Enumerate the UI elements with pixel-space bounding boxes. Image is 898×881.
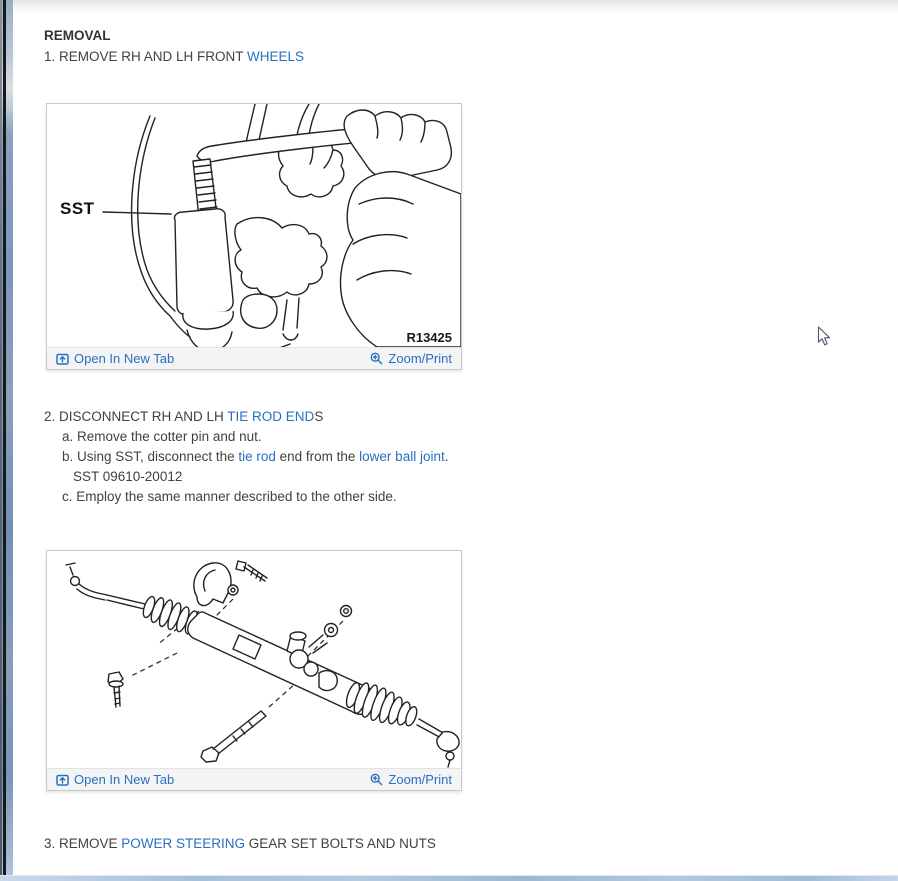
figure2-illustration — [47, 551, 461, 768]
step2b-mid-text: end from the — [275, 449, 360, 464]
step2-text: 2. DISCONNECT RH AND LH — [44, 409, 228, 424]
step1-line — [44, 47, 304, 67]
step3-suffix: GEAR SET BOLTS AND NUTS — [245, 836, 436, 851]
open-in-new-tab-button[interactable] — [56, 351, 174, 366]
open-in-new-tab-icon — [56, 352, 69, 365]
magnifier-plus-icon — [370, 352, 383, 365]
figure2-image — [47, 551, 461, 768]
tie-rod-ends-link[interactable]: TIE ROD END — [227, 409, 315, 424]
tie-rod-link[interactable]: tie rod — [238, 449, 276, 464]
section-heading: REMOVAL — [44, 28, 111, 43]
magnifier-plus-icon — [370, 773, 383, 786]
figure-ref-code: R13425 — [406, 330, 452, 345]
step2a-line: a. Remove the cotter pin and nut. — [62, 429, 262, 444]
zoom-print-button[interactable] — [370, 351, 452, 366]
taskbar-sliver — [0, 875, 898, 881]
step2-line — [44, 407, 448, 427]
figure2-panel — [46, 550, 462, 791]
figure2-footer — [47, 768, 461, 790]
power-steering-link[interactable]: POWER STEERING — [121, 836, 246, 851]
step2b-line — [62, 447, 448, 467]
desktop-edge-strip — [0, 0, 13, 881]
edge-gray-line — [0, 0, 2, 881]
zoom-print-label: Zoom/Print — [388, 772, 452, 787]
open-in-new-tab-button[interactable] — [56, 772, 174, 787]
zoom-print-button[interactable] — [370, 772, 452, 787]
step2-block — [44, 407, 448, 507]
top-toolbar-edge — [13, 0, 898, 14]
wheels-link[interactable]: WHEELS — [247, 49, 305, 64]
lower-ball-joint-link[interactable]: lower ball joint — [359, 449, 445, 464]
figure1-illustration — [47, 104, 461, 347]
step1-text: 1. REMOVE RH AND LH FRONT — [44, 49, 248, 64]
zoom-print-label: Zoom/Print — [388, 351, 452, 366]
sst-callout-label: SST — [60, 199, 95, 218]
figure1-footer — [47, 347, 461, 369]
mouse-cursor — [817, 326, 832, 347]
figure1-image — [47, 104, 461, 347]
open-in-new-tab-label: Open In New Tab — [74, 351, 175, 366]
open-in-new-tab-label: Open In New Tab — [74, 772, 175, 787]
step2b-period: . — [444, 449, 449, 464]
figure1-panel — [46, 103, 462, 370]
step3-text: 3. REMOVE — [44, 836, 122, 851]
step2-suffix: S — [314, 409, 324, 424]
step3-line — [44, 834, 436, 854]
step2b-text: b. Using SST, disconnect the — [62, 449, 239, 464]
step2b-sst-line: SST 09610-20012 — [73, 469, 183, 484]
step2c-line: c. Employ the same manner described to the other side. — [62, 489, 397, 504]
open-in-new-tab-icon — [56, 773, 69, 786]
edge-black-line — [3, 0, 6, 881]
